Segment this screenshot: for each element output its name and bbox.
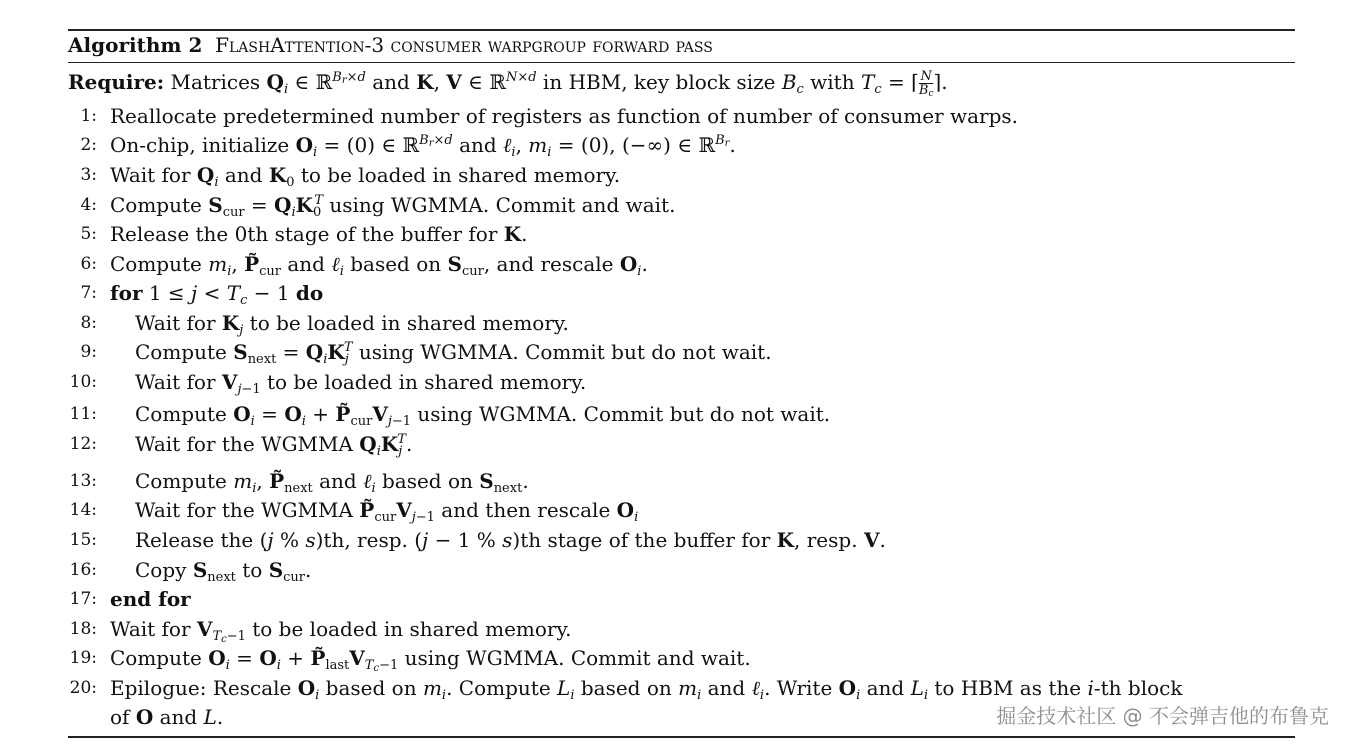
line-text: Epilogue: Rescale $O_i$ based on $m_i$. Compute $L_i$ based on $m_i$ and ℓ$_i$. Write $O_i$ and $L_i$ to HBM as the i-th block [110, 676, 1183, 703]
line-text: Wait for the WGMMA $Q_iK_j^T$. [135, 432, 413, 459]
line-number: 12: [69, 434, 97, 454]
algorithm-title [68, 33, 713, 57]
line-number: 14: [69, 500, 97, 520]
algorithm-line [68, 252, 1298, 280]
algorithm-line [68, 617, 1298, 645]
algorithm-line [68, 370, 1298, 398]
algorithm-line [68, 163, 1298, 191]
line-text: Release the (j % s)th, resp. (j − 1 % s)th stage of the buffer for K, resp. V. [135, 528, 886, 552]
line-text: On-chip, initialize $O_i = (0)$ ∈ ℝ$^{B_r\times d}$ and ℓ$_i$, $m_i = (0)$, (−∞) ∈ ℝ$^{B_r}$. [110, 133, 736, 160]
line-number: 10: [69, 372, 97, 392]
line-number: 6: [80, 254, 97, 274]
algorithm-line [68, 558, 1298, 586]
algorithm-line [68, 587, 1298, 615]
algorithm-line [68, 222, 1298, 250]
line-number: 1: [80, 106, 97, 126]
algorithm-line [68, 281, 1298, 309]
top-rule [68, 29, 1295, 31]
line-number: 20: [69, 678, 97, 698]
algorithm-line [68, 340, 1298, 368]
line-text: Wait for the WGMMA $P̃_{cur}V_{j-1}$ and then rescale $O_i$ [135, 498, 639, 525]
line-number: 3: [80, 165, 97, 185]
algorithm-line [68, 193, 1298, 221]
algorithm-label: Algorithm 2 [68, 33, 203, 57]
line-number: 13: [69, 471, 97, 491]
line-text: Release the 0th stage of the buffer for K. [110, 222, 528, 246]
line-number: 18: [69, 619, 97, 639]
line-number: 16: [69, 560, 97, 580]
watermark: 掘金技术社区 @ 不会弹吉他的布鲁克 [996, 704, 1329, 728]
line-text: end for [110, 587, 191, 611]
algorithm-name: FlashAttention-3 consumer warpgroup forward pass [215, 33, 713, 57]
algorithm-line [68, 311, 1298, 339]
line-number: 15: [69, 530, 97, 550]
line-text: Compute $S_{cur} = Q_iK_0^T$ using WGMMA. Commit and wait. [110, 193, 676, 220]
algorithm-line [68, 432, 1298, 460]
line-text: for $1 \le j < T_c - 1$ do [110, 281, 324, 308]
bottom-rule [68, 736, 1295, 738]
line-text: Compute $O_i = O_i$ + $P̃_{last}V_{T_c-1}$ using WGMMA. Commit and wait. [110, 646, 751, 674]
algorithm-line [68, 528, 1298, 556]
algorithm-line [68, 646, 1298, 674]
line-text: Wait for $V_{j-1}$ to be loaded in shared memory. [135, 370, 587, 397]
line-number: 19: [69, 648, 97, 668]
algorithm-line [68, 133, 1298, 161]
algorithm-line [68, 402, 1298, 430]
line-number: 7: [80, 283, 97, 303]
line-number: 5: [80, 224, 97, 244]
require-line: Require: Matrices $Q_i$ ∈ ℝ$^{B_r\times d}$ and K, V ∈ ℝ$^{N\times d}$ in HBM, key block size $B_c$ with $T_c$ = ⌈ $\frac{N}{B_c}$ ⌉. [68, 69, 948, 99]
line-text: Wait for $K_j$ to be loaded in shared memory. [135, 311, 569, 338]
line-number: 8: [80, 313, 97, 333]
algorithm-line [68, 104, 1298, 132]
line-number: 2: [80, 135, 97, 155]
line-text: Wait for $Q_i$ and $K_0$ to be loaded in shared memory. [110, 163, 621, 190]
line-text: Compute $m_i$, $P̃_{next}$ and ℓ$_i$ based on $S_{next}$. [135, 469, 529, 496]
algorithm-line [68, 498, 1298, 526]
require-keyword: Require: [68, 70, 165, 94]
line-text: Wait for $V_{T_c-1}$ to be loaded in shared memory. [110, 617, 572, 645]
line-text: Compute $m_i$, $P̃_{cur}$ and ℓ$_i$ based on $S_{cur}$, and rescale $O_i$. [110, 252, 648, 279]
algorithm-line [68, 469, 1298, 497]
line-number: 9: [80, 342, 97, 362]
line-text: Compute $O_i = O_i$ + $P̃_{cur}V_{j-1}$ using WGMMA. Commit but do not wait. [135, 402, 831, 429]
line-text: of O and L. [110, 705, 224, 729]
line-number: 4: [80, 195, 97, 215]
line-number: 17: [69, 589, 97, 609]
line-text: Reallocate predetermined number of registers as function of number of consumer warps. [110, 104, 1019, 128]
line-text: Compute $S_{next} = Q_iK_j^T$ using WGMMA. Commit but do not wait. [135, 340, 772, 367]
line-number: 11: [69, 404, 97, 424]
line-text: Copy $S_{next}$ to $S_{cur}$. [135, 558, 312, 585]
header-rule [68, 62, 1295, 63]
